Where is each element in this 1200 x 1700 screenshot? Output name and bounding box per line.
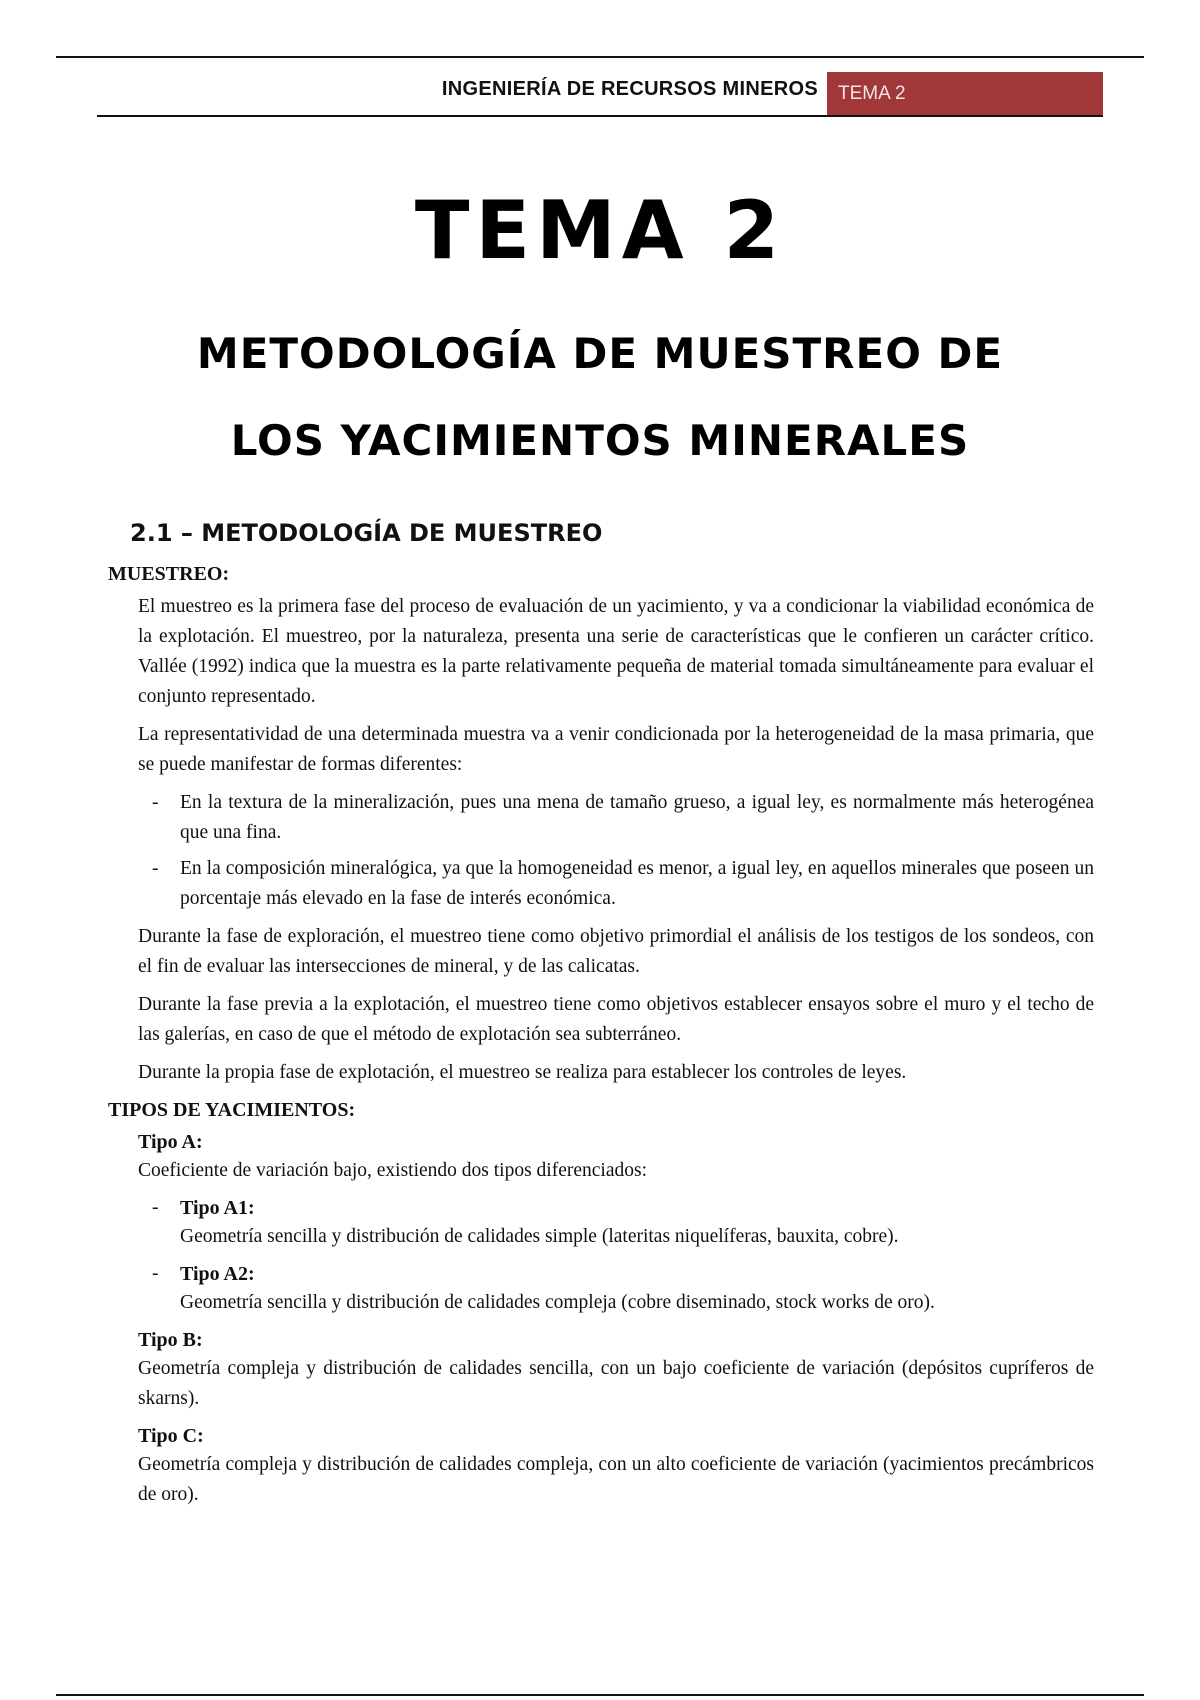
list-item-text: En la composición mineralógica, ya que la homogeneidad es menor, a igual ley, en aquellos minerales que poseen un porcentaje más elevado en la fase de interés económica. [180,858,1094,909]
paragraph: El muestreo es la primera fase del proceso de evaluación de un yacimiento, y va a condicionar la viabilidad económica de la explotación. El muestreo, por la naturaleza, presenta una serie de características que le confieren un carácter crítico. Vallée (1992) indica que la muestra es la parte relativamente pequeña de material tomada simultáneamente para evaluar el conjunto representado. [138,596,1094,707]
tipo-c-text: Geometría compleja y distribución de calidades compleja, con un alto coeficiente de variación (yacimientos precámbricos de oro). [138,1454,1094,1505]
tipo-a2-title: Tipo A2: [180,1263,255,1285]
tipo-a1-title: Tipo A1: [180,1197,255,1219]
paragraph: Durante la fase de exploración, el muestreo tiene como objetivo primordial el análisis de los testigos de los sondeos, con el fin de evaluar las intersecciones de mineral, y de las calicatas. [138,926,1094,977]
header-chapter-tab: TEMA 2 [827,72,1103,116]
tipo-c-block [138,1422,1094,1510]
tipo-a-block [138,1128,1094,1318]
muestreo-heading: MUESTREO: [108,563,230,585]
tipo-b-text: Geometría compleja y distribución de calidades sencilla, con un bajo coeficiente de variación (depósitos cupríferos de skarns). [138,1358,1094,1409]
tipo-c-title: Tipo C: [138,1425,204,1447]
list-item: - En la textura de la mineralización, pues una mena de tamaño grueso, a igual ley, es normalmente más heterogénea que una fina. [152,792,1094,843]
list-item: - En la composición mineralógica, ya que la homogeneidad es menor, a igual ley, en aquellos minerales que poseen un porcentaje más elevado en la fase de interés económica. [152,858,1094,909]
tipo-a2-text: Geometría sencilla y distribución de calidades compleja (cobre diseminado, stock works de oro). [180,1292,935,1313]
list-item-text: En la textura de la mineralización, pues una mena de tamaño grueso, a igual ley, es normalmente más heterogénea que una fina. [180,792,1094,843]
page-header [97,72,1103,116]
top-rule [56,56,1144,58]
heterogeneity-list [138,788,1094,914]
header-rule [97,115,1103,117]
bottom-rule [56,1694,1144,1696]
tipo-a-sublist [138,1194,1094,1318]
list-item: - Tipo A1: Geometría sencilla y distribución de calidades simple (lateritas niquelíferas, bauxita, cobre). [138,1194,1094,1252]
page-body [108,516,1094,1518]
tipo-b-title: Tipo B: [138,1329,203,1351]
tipo-b-block [138,1326,1094,1414]
paragraph: Durante la propia fase de explotación, el muestreo se realiza para establecer los controles de leyes. [138,1062,907,1083]
chapter-title-line-2: LOS YACIMIENTOS MINERALES [230,416,970,465]
section-heading: 2.1 – METODOLOGÍA DE MUESTREO [130,519,603,547]
paragraph: La representatividad de una determinada muestra va a venir condicionada por la heterogeneidad de la masa primaria, que se puede manifestar de formas diferentes: [138,724,1094,775]
chapter-title-line-1: METODOLOGÍA DE MUESTREO DE [196,329,1004,378]
list-item: - Tipo A2: Geometría sencilla y distribución de calidades compleja (cobre diseminado, stock works de oro). [138,1260,1094,1318]
chapter-number: TEMA 2 [414,184,786,277]
paragraph: Durante la fase previa a la explotación, el muestreo tiene como objetivos establecer ensayos sobre el muro y el techo de las galerías, en caso de que el método de explotación sea subterráneo. [138,994,1094,1045]
tipo-a-title: Tipo A: [138,1131,203,1153]
tipo-a1-text: Geometría sencilla y distribución de calidades simple (lateritas niquelíferas, bauxita, cobre). [180,1226,899,1247]
tipos-heading: TIPOS DE YACIMIENTOS: [108,1099,356,1121]
tipo-a-text: Coeficiente de variación bajo, existiendo dos tipos diferenciados: [138,1160,648,1181]
header-title: INGENIERÍA DE RECURSOS MINEROS [441,78,818,100]
